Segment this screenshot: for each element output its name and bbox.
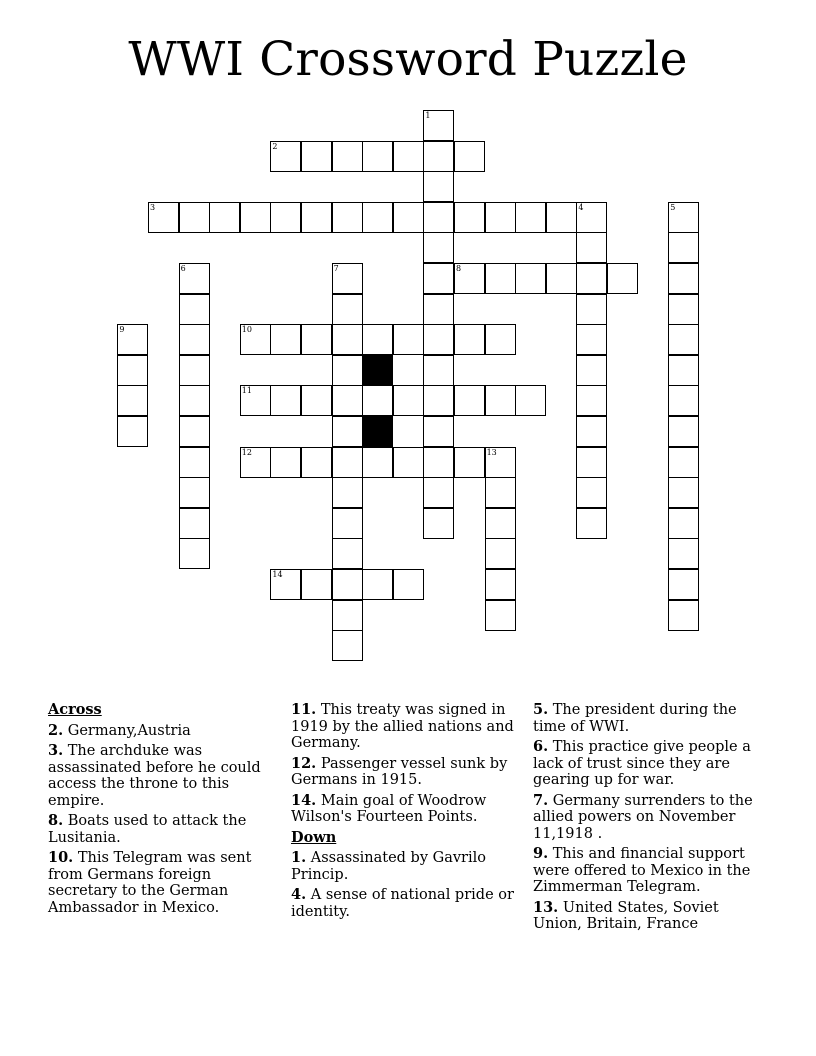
grid-cell[interactable] <box>117 385 148 416</box>
grid-cell[interactable] <box>362 202 393 233</box>
grid-cell[interactable] <box>179 294 210 325</box>
grid-cell[interactable] <box>332 294 363 325</box>
clue-number: 1. <box>291 849 307 866</box>
clue-number-label: 10 <box>241 325 252 335</box>
grid-cell[interactable] <box>301 569 332 600</box>
grid-cell[interactable] <box>393 324 424 355</box>
grid-cell[interactable] <box>423 263 454 294</box>
clue-number: 14. <box>291 791 317 809</box>
grid-cell-black <box>362 416 393 447</box>
clue-text: United States, Soviet Union, Britain, France <box>533 899 719 932</box>
grid-cell[interactable] <box>485 508 516 539</box>
across-clue-8 <box>48 813 270 846</box>
grid-cell[interactable] <box>454 447 485 478</box>
grid-cell[interactable] <box>454 202 485 233</box>
clue-text: Assassinated by Gavrilo Princip. <box>291 850 486 883</box>
grid-cell[interactable] <box>454 263 485 294</box>
clue-number: 10. <box>48 849 74 866</box>
grid-cell[interactable] <box>668 355 699 386</box>
grid-cell[interactable] <box>332 202 363 233</box>
grid-cell[interactable] <box>546 263 577 294</box>
grid-cell[interactable] <box>668 569 699 600</box>
clue-number-label: 8 <box>456 264 462 273</box>
grid-cell[interactable] <box>332 630 363 661</box>
grid-cell[interactable] <box>362 385 393 416</box>
grid-cell[interactable] <box>393 385 424 416</box>
clue-number-label: 13 <box>486 447 497 457</box>
grid-cell[interactable] <box>576 324 607 355</box>
grid-cell[interactable] <box>240 447 271 478</box>
grid-cell[interactable] <box>423 171 454 202</box>
grid-cell[interactable] <box>668 538 699 569</box>
clue-number-label: 6 <box>180 264 186 273</box>
grid-cell[interactable] <box>423 324 454 355</box>
clue-number: 12. <box>291 754 317 772</box>
grid-cell[interactable] <box>454 385 485 416</box>
clue-text: This and financial support were offered to Mexico in the Zimmerman Telegram. <box>533 846 751 895</box>
across-clue-11 <box>291 702 519 752</box>
grid-cell[interactable] <box>240 202 271 233</box>
grid-cell[interactable] <box>301 447 332 478</box>
grid-cell[interactable] <box>270 141 301 172</box>
grid-cell[interactable] <box>301 324 332 355</box>
grid-cell[interactable] <box>209 202 240 233</box>
grid-cell[interactable] <box>668 294 699 325</box>
grid-cell[interactable] <box>485 324 516 355</box>
clue-number-label: 7 <box>333 264 339 273</box>
grid-cell[interactable] <box>393 141 424 172</box>
grid-cell[interactable] <box>454 141 485 172</box>
grid-cell[interactable] <box>515 385 546 416</box>
grid-cell[interactable] <box>423 202 454 233</box>
down-clue-13 <box>533 900 755 933</box>
grid-cell[interactable] <box>485 202 516 233</box>
clue-text: A sense of national pride or identity. <box>291 887 514 920</box>
grid-cell[interactable] <box>332 263 363 294</box>
clue-number-label: 2 <box>272 141 278 151</box>
clue-text: Germany,Austria <box>67 722 191 739</box>
grid-cell[interactable] <box>485 538 516 569</box>
clue-number-label: 3 <box>150 202 156 212</box>
grid-cell[interactable] <box>546 202 577 233</box>
grid-cell[interactable] <box>454 324 485 355</box>
grid-cell[interactable] <box>668 232 699 263</box>
grid-cell[interactable] <box>362 447 393 478</box>
grid-cell[interactable] <box>270 385 301 416</box>
clue-number: 13. <box>533 898 559 916</box>
clue-number: 9. <box>533 845 549 862</box>
grid-cell[interactable] <box>332 447 363 478</box>
clue-number: 2. <box>48 721 64 739</box>
grid-cell[interactable] <box>332 416 363 447</box>
clues-column-3 <box>533 702 755 937</box>
grid-cell[interactable] <box>668 447 699 478</box>
grid-cell[interactable] <box>485 477 516 508</box>
grid-cell[interactable] <box>668 508 699 539</box>
clue-number-label: 11 <box>241 386 252 396</box>
grid-cell[interactable] <box>485 600 516 631</box>
grid-cell[interactable] <box>668 202 699 233</box>
clue-text: The president during the time of WWI. <box>533 702 737 735</box>
clue-number-label: 12 <box>241 447 252 457</box>
grid-cell[interactable] <box>576 477 607 508</box>
clue-text: This treaty was signed in 1919 by the allied nations and Germany. <box>291 702 514 751</box>
grid-cell[interactable] <box>301 202 332 233</box>
clue-text: Boats used to attack the Lusitania. <box>48 813 247 846</box>
clue-text: Passenger vessel sunk by Germans in 1915. <box>291 755 508 788</box>
clue-number-label: 5 <box>670 202 676 212</box>
across-clue-3 <box>48 743 270 809</box>
across-clue-14 <box>291 793 519 826</box>
grid-cell[interactable] <box>515 263 546 294</box>
grid-cell[interactable] <box>423 477 454 508</box>
clue-number-label: 1 <box>425 111 431 120</box>
down-clue-7 <box>533 793 755 843</box>
grid-cell[interactable] <box>332 538 363 569</box>
grid-cell-black <box>362 355 393 386</box>
grid-cell[interactable] <box>576 263 607 294</box>
grid-cell[interactable] <box>485 385 516 416</box>
grid-cell[interactable] <box>576 232 607 263</box>
grid-cell[interactable] <box>332 600 363 631</box>
grid-cell[interactable] <box>332 569 363 600</box>
grid-cell[interactable] <box>393 447 424 478</box>
grid-cell[interactable] <box>668 324 699 355</box>
across-clue-10 <box>48 850 270 916</box>
grid-cell[interactable] <box>332 508 363 539</box>
grid-cell[interactable] <box>607 263 638 294</box>
across-clue-12 <box>291 756 519 789</box>
grid-cell[interactable] <box>576 447 607 478</box>
grid-cell[interactable] <box>423 232 454 263</box>
grid-cell[interactable] <box>576 294 607 325</box>
grid-cell[interactable] <box>270 324 301 355</box>
grid-cell[interactable] <box>423 416 454 447</box>
clue-number: 11. <box>291 701 317 718</box>
clue-number-label: 4 <box>578 202 584 212</box>
grid-cell[interactable] <box>179 477 210 508</box>
grid-cell[interactable] <box>117 355 148 386</box>
grid-cell[interactable] <box>668 385 699 416</box>
grid-cell[interactable] <box>576 508 607 539</box>
grid-cell[interactable] <box>240 385 271 416</box>
grid-cell[interactable] <box>423 508 454 539</box>
grid-cell[interactable] <box>423 110 454 141</box>
grid-cell[interactable] <box>423 294 454 325</box>
grid-cell[interactable] <box>668 416 699 447</box>
grid-cell[interactable] <box>270 447 301 478</box>
grid-cell[interactable] <box>485 569 516 600</box>
grid-cell[interactable] <box>270 202 301 233</box>
down-clue-1 <box>291 850 519 883</box>
grid-cell[interactable] <box>117 416 148 447</box>
clue-number: 6. <box>533 738 549 755</box>
clue-number: 5. <box>533 701 549 718</box>
grid-cell[interactable] <box>301 385 332 416</box>
clue-number: 8. <box>48 812 64 829</box>
grid-cell[interactable] <box>393 202 424 233</box>
grid-cell[interactable] <box>576 355 607 386</box>
grid-cell[interactable] <box>423 385 454 416</box>
grid-cell[interactable] <box>362 324 393 355</box>
down-clue-4 <box>291 887 519 920</box>
grid-cell[interactable] <box>668 477 699 508</box>
grid-cell[interactable] <box>362 141 393 172</box>
grid-cell[interactable] <box>179 385 210 416</box>
grid-cell[interactable] <box>332 385 363 416</box>
grid-cell[interactable] <box>668 600 699 631</box>
grid-cell[interactable] <box>485 447 516 478</box>
down-clue-5 <box>533 702 755 735</box>
grid-cell[interactable] <box>179 447 210 478</box>
clue-number-label: 9 <box>119 325 125 335</box>
clue-number: 4. <box>291 886 307 903</box>
grid-cell[interactable] <box>179 263 210 294</box>
grid-cell[interactable] <box>240 324 271 355</box>
clue-text: Main goal of Woodrow Wilson's Fourteen Points. <box>291 792 487 825</box>
clue-number: 7. <box>533 791 549 809</box>
grid-cell[interactable] <box>393 569 424 600</box>
grid-cell[interactable] <box>179 538 210 569</box>
grid-cell[interactable] <box>179 202 210 233</box>
clue-text: This Telegram was sent from Germans foreign secretary to the German Ambassador in Mexico. <box>48 850 252 916</box>
grid-cell[interactable] <box>179 355 210 386</box>
grid-cell[interactable] <box>270 569 301 600</box>
down-heading: Down <box>291 828 337 846</box>
grid-cell[interactable] <box>423 141 454 172</box>
grid-cell[interactable] <box>332 141 363 172</box>
grid-cell[interactable] <box>148 202 179 233</box>
grid-cell[interactable] <box>332 324 363 355</box>
grid-cell[interactable] <box>423 447 454 478</box>
clue-text: The archduke was assassinated before he could access the throne to this empire. <box>48 743 261 809</box>
grid-cell[interactable] <box>423 355 454 386</box>
grid-cell[interactable] <box>332 355 363 386</box>
clue-text: This practice give people a lack of trust since they are gearing up for war. <box>533 739 751 788</box>
grid-cell[interactable] <box>117 324 148 355</box>
grid-cell[interactable] <box>179 416 210 447</box>
grid-cell[interactable] <box>179 324 210 355</box>
grid-cell[interactable] <box>668 263 699 294</box>
page-title: WWI Crossword Puzzle <box>128 32 688 87</box>
grid-cell[interactable] <box>301 141 332 172</box>
clues-column-2 <box>291 702 519 924</box>
clue-text: Germany surrenders to the allied powers on November 11,1918 . <box>533 792 753 842</box>
across-heading: Across <box>48 701 102 718</box>
grid-cell[interactable] <box>179 508 210 539</box>
grid-cell[interactable] <box>576 416 607 447</box>
grid-cell[interactable] <box>485 263 516 294</box>
grid-cell[interactable] <box>332 477 363 508</box>
grid-cell[interactable] <box>362 569 393 600</box>
across-clue-2 <box>48 723 270 740</box>
down-clue-6 <box>533 739 755 789</box>
clue-number: 3. <box>48 742 64 759</box>
grid-cell[interactable] <box>515 202 546 233</box>
grid-cell[interactable] <box>576 385 607 416</box>
clue-number-label: 14 <box>272 570 283 579</box>
clues-column-1 <box>48 702 270 920</box>
down-clue-9 <box>533 846 755 896</box>
grid-cell[interactable] <box>576 202 607 233</box>
